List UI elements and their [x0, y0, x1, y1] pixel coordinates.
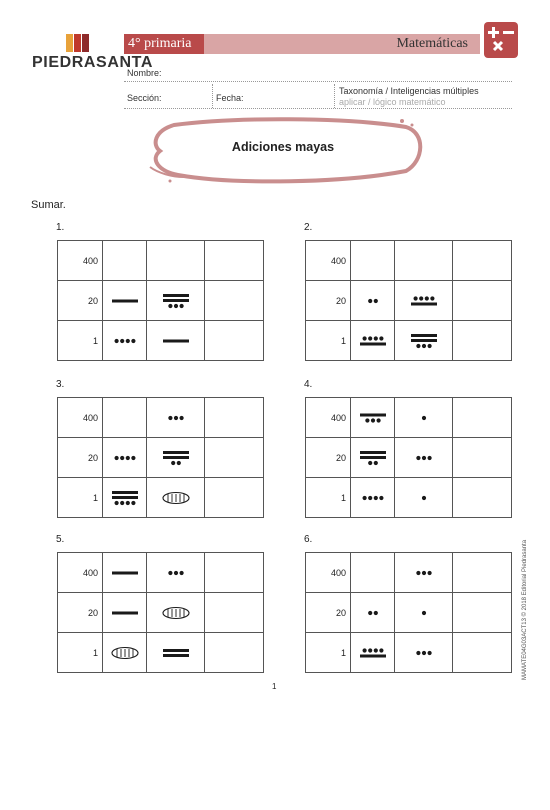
grid-row [306, 633, 512, 673]
place-value-label: 400 [58, 241, 103, 281]
place-value-label: 400 [306, 553, 351, 593]
grid-row [306, 553, 512, 593]
grid-row [58, 553, 264, 593]
section-line [124, 108, 512, 109]
maya-numeral-icon [407, 401, 441, 435]
maya-bar [360, 654, 386, 657]
maya-numeral-icon [407, 556, 441, 590]
grid-row [306, 593, 512, 633]
grade-label: 4° primaria [124, 34, 204, 54]
math-operations-icon [482, 20, 520, 60]
maya-dot [379, 648, 383, 652]
addend-a-cell [103, 593, 147, 633]
maya-bar [360, 456, 386, 459]
addend-a-cell [103, 478, 147, 518]
maya-numeral-icon [108, 556, 142, 590]
addend-b-cell [395, 438, 453, 478]
answer-cell[interactable] [453, 478, 512, 518]
answer-cell[interactable] [205, 321, 264, 361]
place-value-label: 1 [58, 478, 103, 518]
maya-dot [114, 500, 118, 504]
addend-a-cell [351, 593, 395, 633]
grid-row [58, 281, 264, 321]
maya-dot [125, 500, 129, 504]
maya-dot [131, 500, 135, 504]
answer-cell[interactable] [453, 241, 512, 281]
grid-row [306, 241, 512, 281]
addend-a-cell [351, 281, 395, 321]
exercise-number-5: 5. [56, 534, 65, 545]
maya-dot [379, 336, 383, 340]
maya-bar [112, 611, 138, 614]
maya-numeral-icon [159, 636, 193, 670]
place-value-label: 400 [58, 398, 103, 438]
grid-row [306, 398, 512, 438]
maya-shell-zero [163, 607, 189, 618]
addend-a-cell [103, 438, 147, 478]
addend-b-cell [395, 593, 453, 633]
maya-dot [416, 650, 420, 654]
maya-dot [416, 343, 420, 347]
addend-b-cell [395, 321, 453, 361]
name-line[interactable] [124, 81, 512, 82]
maya-bar [112, 496, 138, 499]
maya-dot [114, 338, 118, 342]
maya-numeral-icon [159, 556, 193, 590]
maya-dot [365, 418, 369, 422]
answer-cell[interactable] [205, 593, 264, 633]
maya-numeral-icon [108, 481, 142, 515]
place-value-label: 1 [306, 321, 351, 361]
maya-dot [368, 610, 372, 614]
addend-b-cell [395, 398, 453, 438]
maya-addition-grid-4 [305, 397, 512, 518]
maya-bar [360, 413, 386, 416]
addend-a-cell [351, 398, 395, 438]
maya-dot [368, 298, 372, 302]
maya-addition-grid-3 [57, 397, 264, 518]
addend-b-cell [395, 633, 453, 673]
maya-dot [373, 460, 377, 464]
maya-addition-grid-1 [57, 240, 264, 361]
addend-b-cell [147, 241, 205, 281]
maya-numeral-icon [159, 441, 193, 475]
maya-bar [112, 299, 138, 302]
maya-numeral-icon [407, 481, 441, 515]
maya-dot [421, 495, 425, 499]
maya-dot [120, 338, 124, 342]
maya-dot [176, 460, 180, 464]
addend-a-cell [103, 241, 147, 281]
addend-a-cell [351, 478, 395, 518]
maya-bar [163, 339, 189, 342]
maya-shell-zero [112, 647, 138, 658]
exercise-number-4: 4. [304, 379, 313, 390]
maya-numeral-icon [159, 284, 193, 318]
addend-b-cell [147, 438, 205, 478]
maya-bar [163, 654, 189, 657]
maya-dot [427, 343, 431, 347]
addend-a-cell [351, 553, 395, 593]
maya-dot [114, 455, 118, 459]
subject-title: Matemáticas [396, 36, 468, 51]
answer-cell[interactable] [453, 593, 512, 633]
maya-numeral-icon [356, 636, 390, 670]
maya-numeral-icon [407, 324, 441, 358]
maya-bar [411, 334, 437, 337]
maya-dot [125, 338, 129, 342]
field-divider [212, 84, 213, 108]
addend-b-cell [395, 478, 453, 518]
maya-shell-zero [163, 492, 189, 503]
grid-row [306, 281, 512, 321]
maya-dot [421, 343, 425, 347]
addend-b-cell [395, 281, 453, 321]
addend-b-cell [395, 241, 453, 281]
brand-name: PIEDRASANTA [32, 54, 153, 71]
answer-cell[interactable] [453, 553, 512, 593]
maya-numeral-icon [407, 596, 441, 630]
place-value-label: 20 [306, 281, 351, 321]
answer-cell[interactable] [205, 398, 264, 438]
grid-row [58, 633, 264, 673]
answer-cell[interactable] [453, 633, 512, 673]
maya-bar [360, 342, 386, 345]
maya-dot [373, 610, 377, 614]
addend-b-cell [147, 593, 205, 633]
addend-a-cell [351, 241, 395, 281]
exercise-number-6: 6. [304, 534, 313, 545]
maya-dot [416, 570, 420, 574]
maya-dot [430, 296, 434, 300]
grid-row [58, 398, 264, 438]
maya-bar [411, 302, 437, 305]
piedrasanta-logo-icon [65, 32, 91, 54]
answer-cell[interactable] [205, 281, 264, 321]
taxonomy-label: Taxonomía / Inteligencias múltiples [339, 86, 479, 96]
maya-dot [362, 336, 366, 340]
maya-numeral-icon [159, 324, 193, 358]
grid-row [306, 438, 512, 478]
maya-dot [362, 648, 366, 652]
maya-numeral-icon [159, 481, 193, 515]
place-value-label: 400 [306, 241, 351, 281]
maya-dot [173, 303, 177, 307]
date-label: Fecha: [216, 93, 244, 103]
grid-row [306, 321, 512, 361]
maya-numeral-icon [108, 596, 142, 630]
maya-dot [421, 610, 425, 614]
maya-dot [421, 415, 425, 419]
maya-dot [413, 296, 417, 300]
page-number: 1 [272, 682, 277, 691]
answer-cell[interactable] [205, 553, 264, 593]
maya-dot [168, 415, 172, 419]
answer-cell[interactable] [205, 438, 264, 478]
addend-a-cell [103, 321, 147, 361]
maya-dot [427, 570, 431, 574]
exercise-number-2: 2. [304, 222, 313, 233]
maya-numeral-icon [407, 636, 441, 670]
copyright-note: MAMATE04G03ACT13 © 2018 Editorial Piedrasanta [522, 539, 528, 680]
maya-dot [427, 650, 431, 654]
maya-dot [424, 296, 428, 300]
maya-dot [131, 338, 135, 342]
field-divider [334, 84, 335, 108]
grid-row [58, 321, 264, 361]
maya-bar [163, 649, 189, 652]
place-value-label: 20 [58, 593, 103, 633]
maya-numeral-icon [356, 596, 390, 630]
maya-dot [416, 455, 420, 459]
maya-dot [419, 296, 423, 300]
place-value-label: 1 [306, 478, 351, 518]
instruction-text: Sumar. [31, 199, 66, 211]
addend-a-cell [103, 281, 147, 321]
maya-numeral-icon [108, 324, 142, 358]
maya-dot [131, 455, 135, 459]
grid-row [306, 478, 512, 518]
maya-dot [168, 303, 172, 307]
place-value-label: 20 [306, 593, 351, 633]
addend-a-cell [103, 633, 147, 673]
maya-dot [427, 455, 431, 459]
section-label: Sección: [127, 93, 162, 103]
addend-b-cell [147, 553, 205, 593]
addend-b-cell [147, 478, 205, 518]
addend-a-cell [103, 398, 147, 438]
maya-numeral-icon [159, 401, 193, 435]
maya-dot [362, 495, 366, 499]
maya-dot [376, 418, 380, 422]
maya-numeral-icon [407, 284, 441, 318]
grid-row [58, 241, 264, 281]
maya-dot [373, 495, 377, 499]
maya-bar [163, 299, 189, 302]
place-value-label: 1 [58, 633, 103, 673]
maya-bar [112, 571, 138, 574]
grid-row [58, 593, 264, 633]
maya-numeral-icon [356, 481, 390, 515]
addend-b-cell [147, 398, 205, 438]
addend-b-cell [147, 633, 205, 673]
addend-a-cell [351, 438, 395, 478]
place-value-label: 1 [58, 321, 103, 361]
addend-a-cell [103, 553, 147, 593]
maya-dot [179, 415, 183, 419]
grid-row [58, 478, 264, 518]
maya-dot [179, 303, 183, 307]
maya-dot [125, 455, 129, 459]
place-value-label: 20 [58, 281, 103, 321]
maya-numeral-icon [356, 284, 390, 318]
maya-addition-grid-2 [305, 240, 512, 361]
maya-numeral-icon [356, 324, 390, 358]
maya-bar [163, 294, 189, 297]
maya-bar [411, 339, 437, 342]
answer-cell[interactable] [453, 398, 512, 438]
maya-numeral-icon [356, 441, 390, 475]
answer-cell[interactable] [205, 478, 264, 518]
maya-dot [379, 495, 383, 499]
addend-a-cell [351, 633, 395, 673]
grid-row [58, 438, 264, 478]
place-value-label: 20 [306, 438, 351, 478]
addend-b-cell [147, 321, 205, 361]
addend-b-cell [147, 281, 205, 321]
maya-dot [368, 336, 372, 340]
answer-cell[interactable] [453, 281, 512, 321]
taxonomy-values: aplicar / lógico matemático [339, 97, 446, 107]
maya-dot [421, 650, 425, 654]
answer-cell[interactable] [205, 633, 264, 673]
maya-dot [373, 648, 377, 652]
place-value-label: 1 [306, 633, 351, 673]
addend-b-cell [395, 553, 453, 593]
maya-numeral-icon [356, 401, 390, 435]
maya-numeral-icon [108, 636, 142, 670]
exercise-number-1: 1. [56, 222, 65, 233]
maya-numeral-icon [108, 441, 142, 475]
maya-numeral-icon [159, 596, 193, 630]
maya-dot [120, 455, 124, 459]
place-value-label: 400 [58, 553, 103, 593]
maya-dot [168, 570, 172, 574]
maya-dot [421, 455, 425, 459]
answer-cell[interactable] [453, 321, 512, 361]
maya-numeral-icon [407, 441, 441, 475]
maya-addition-grid-5 [57, 552, 264, 673]
maya-dot [373, 298, 377, 302]
maya-dot [171, 460, 175, 464]
answer-cell[interactable] [453, 438, 512, 478]
maya-dot [368, 460, 372, 464]
answer-cell[interactable] [205, 241, 264, 281]
maya-dot [368, 495, 372, 499]
maya-bar [163, 451, 189, 454]
place-value-label: 400 [306, 398, 351, 438]
name-label: Nombre: [127, 68, 162, 78]
maya-dot [370, 418, 374, 422]
maya-dot [173, 415, 177, 419]
maya-bar [112, 491, 138, 494]
maya-dot [421, 570, 425, 574]
maya-numeral-icon [108, 284, 142, 318]
exercise-number-3: 3. [56, 379, 65, 390]
maya-addition-grid-6 [305, 552, 512, 673]
maya-dot [173, 570, 177, 574]
maya-dot [373, 336, 377, 340]
maya-dot [120, 500, 124, 504]
maya-dot [368, 648, 372, 652]
worksheet-title: Adiciones mayas [231, 140, 335, 154]
maya-bar [163, 456, 189, 459]
addend-a-cell [351, 321, 395, 361]
maya-bar [360, 451, 386, 454]
maya-dot [179, 570, 183, 574]
place-value-label: 20 [58, 438, 103, 478]
